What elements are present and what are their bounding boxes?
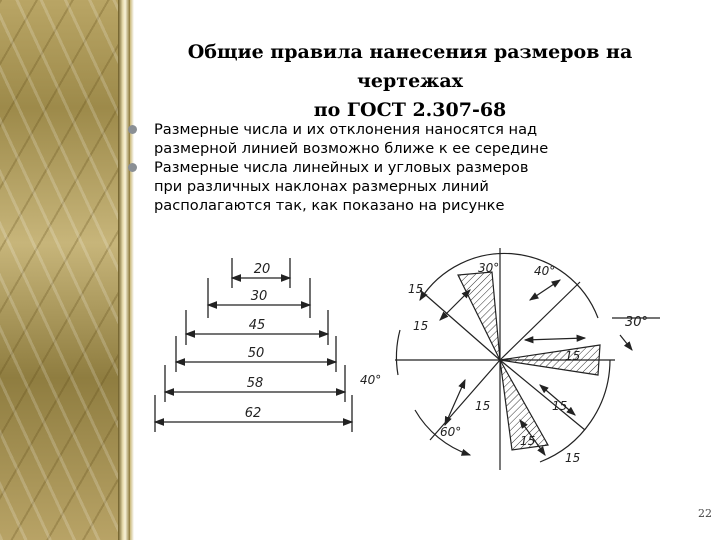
dim-label: 58 — [246, 376, 264, 391]
dim-label: 20 — [253, 262, 271, 277]
radial-label: 15 — [565, 349, 581, 363]
angle-label: 30° — [625, 315, 649, 330]
angle-label: 40° — [360, 373, 382, 387]
angle-label: 60° — [440, 425, 462, 439]
page-number: 22 — [698, 507, 712, 520]
angle-label: 30° — [478, 261, 500, 275]
bullet-text: Размерные числа линейных и угловых размеров при различных наклонах размерных линий располагаются так, как показано на рисунке — [154, 159, 529, 214]
title-line-2: по ГОСТ 2.307-68 — [313, 99, 507, 121]
radial-label: 15 — [520, 434, 536, 448]
radial-label: 15 — [413, 319, 429, 333]
dim-label: 50 — [247, 346, 265, 361]
radial-label: 15 — [552, 399, 568, 413]
dim-label: 62 — [244, 406, 262, 421]
title-line-1: Общие правила нанесения размеров на чертежах — [187, 41, 633, 92]
dim-label: 45 — [248, 318, 266, 333]
radial-label: 15 — [475, 399, 491, 413]
radial-label: 15 — [565, 451, 581, 465]
bullet-text: Размерные числа и их отклонения наносятся над размерной линией возможно ближе к ее середине — [154, 121, 549, 157]
radial-label: 15 — [408, 282, 424, 296]
dim-label: 30 — [250, 289, 268, 304]
angle-label: 40° — [534, 264, 556, 278]
